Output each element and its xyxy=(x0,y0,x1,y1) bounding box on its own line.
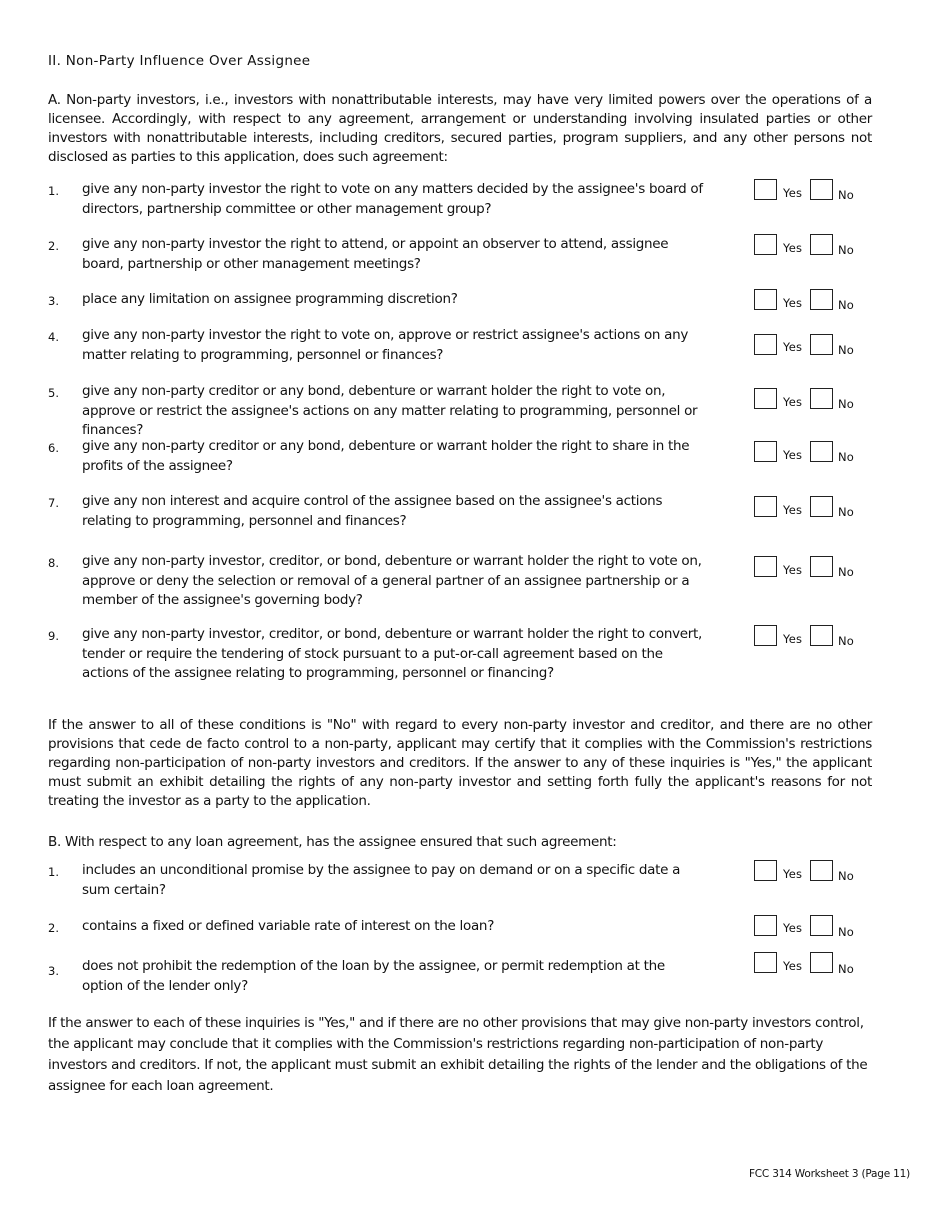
no-label: No xyxy=(838,188,855,202)
question-text: give any non-party investor the right to vote on any matters decided by the assignee's board of directors, partnership committee or other management group? xyxy=(82,181,703,217)
part-b-q2-answer xyxy=(754,915,874,939)
yes-label: Yes xyxy=(783,241,803,255)
question-number: 7. xyxy=(48,496,59,510)
question-text: give any non-party investor, creditor, or bond, debenture or warrant holder the right to vote on, approve or deny the selection or removal of a general partner of an assignee partnership or a member of the assignee's governing body? xyxy=(82,553,702,608)
question-text: give any non-party investor the right to vote on, approve or restrict assignee's actions on any matter relating to programming, personnel or finances? xyxy=(82,327,689,363)
no-label: No xyxy=(838,505,855,519)
no-checkbox[interactable] xyxy=(810,441,833,462)
question-text: give any non-party creditor or any bond, debenture or warrant holder the right to vote on, approve or restrict the assignee's actions on any matter relating to programming, personnel or finances? xyxy=(82,383,698,438)
question-number: 2. xyxy=(48,239,59,253)
yes-checkbox[interactable] xyxy=(754,952,777,973)
no-label: No xyxy=(838,925,855,939)
no-label: No xyxy=(838,298,855,312)
yes-checkbox[interactable] xyxy=(754,388,777,409)
yes-checkbox[interactable] xyxy=(754,556,777,577)
yes-checkbox[interactable] xyxy=(754,234,777,255)
question-text: includes an unconditional promise by the assignee to pay on demand or on a specific date a sum certain? xyxy=(82,862,681,898)
question-text: does not prohibit the redemption of the loan by the assignee, or permit redemption at the option of the lender only? xyxy=(82,958,665,994)
question-number: 1. xyxy=(48,865,59,879)
no-label: No xyxy=(838,869,855,883)
question-number: 4. xyxy=(48,330,59,344)
part-a-q4-answer xyxy=(754,334,874,358)
yes-label: Yes xyxy=(783,921,803,935)
no-checkbox[interactable] xyxy=(810,496,833,517)
question-number: 5. xyxy=(48,386,59,400)
page-footer: FCC 314 Worksheet 3 (Page 11) xyxy=(748,1168,910,1180)
no-label: No xyxy=(838,565,855,579)
question-number: 8. xyxy=(48,556,59,570)
question-text: give any non-party investor, creditor, or bond, debenture or warrant holder the right to convert, tender or require the tendering of stock pursuant to a put-or-call agreement based on the actions of the assignee relating to programming, personnel or financing? xyxy=(82,626,703,681)
part-a-q6-answer xyxy=(754,441,874,465)
no-checkbox[interactable] xyxy=(810,625,833,646)
yes-checkbox[interactable] xyxy=(754,496,777,517)
question-text: give any non interest and acquire control of the assignee based on the assignee's actions relating to programming, personnel and finances? xyxy=(82,493,663,529)
part-a-q2-answer xyxy=(754,234,874,258)
part-a-q3-answer xyxy=(754,289,874,313)
yes-label: Yes xyxy=(783,340,803,354)
question-text: give any non-party creditor or any bond, debenture or warrant holder the right to share in the profits of the assignee? xyxy=(82,438,690,474)
question-text: give any non-party investor the right to attend, or appoint an observer to attend, assignee board, partnership or other management meetings? xyxy=(82,236,669,272)
yes-label: Yes xyxy=(783,448,803,462)
yes-label: Yes xyxy=(783,867,803,881)
no-checkbox[interactable] xyxy=(810,234,833,255)
no-checkbox[interactable] xyxy=(810,334,833,355)
section-title: II. Non-Party Influence Over Assignee xyxy=(48,53,311,69)
question-number: 6. xyxy=(48,441,59,455)
no-label: No xyxy=(838,243,855,257)
question-text: place any limitation on assignee programming discretion? xyxy=(82,291,458,307)
yes-label: Yes xyxy=(783,296,803,310)
part-a-q7-answer xyxy=(754,496,874,520)
part-a-q8-answer xyxy=(754,556,874,580)
part-b-intro: B. With respect to any loan agreement, has the assignee ensured that such agreement: xyxy=(48,834,617,850)
question-number: 3. xyxy=(48,294,59,308)
no-checkbox[interactable] xyxy=(810,915,833,936)
yes-label: Yes xyxy=(783,959,803,973)
question-number: 3. xyxy=(48,964,59,978)
yes-checkbox[interactable] xyxy=(754,625,777,646)
no-label: No xyxy=(838,397,855,411)
no-checkbox[interactable] xyxy=(810,179,833,200)
yes-checkbox[interactable] xyxy=(754,441,777,462)
yes-label: Yes xyxy=(783,503,803,517)
no-checkbox[interactable] xyxy=(810,860,833,881)
question-number: 1. xyxy=(48,184,59,198)
no-label: No xyxy=(838,450,855,464)
yes-label: Yes xyxy=(783,563,803,577)
yes-label: Yes xyxy=(783,632,803,646)
yes-label: Yes xyxy=(783,186,803,200)
part-b-q1-answer xyxy=(754,860,874,884)
question-text: contains a fixed or defined variable rate of interest on the loan? xyxy=(82,918,495,934)
part-a-q1-answer xyxy=(754,179,874,203)
part-a-intro: A. Non-party investors, i.e., investors with nonattributable interests, may have very limited powers over the operations of a licensee. Accordingly, with respect to any agreement, arrangement or understanding involving insulated parties or other investors with nonattributable interests, including creditors, secured parties, program suppliers, and any other persons not disclosed as parties to this application, does such agreement: xyxy=(48,92,872,165)
part-a-q5-answer xyxy=(754,388,874,412)
question-number: 2. xyxy=(48,921,59,935)
no-label: No xyxy=(838,634,855,648)
no-checkbox[interactable] xyxy=(810,289,833,310)
no-label: No xyxy=(838,962,855,976)
yes-checkbox[interactable] xyxy=(754,179,777,200)
yes-label: Yes xyxy=(783,395,803,409)
yes-checkbox[interactable] xyxy=(754,860,777,881)
no-checkbox[interactable] xyxy=(810,388,833,409)
no-checkbox[interactable] xyxy=(810,556,833,577)
question-number: 9. xyxy=(48,629,59,643)
yes-checkbox[interactable] xyxy=(754,915,777,936)
part-a-conclusion: If the answer to all of these conditions is "No" with regard to every non-party investor and creditor, and there are no other provisions that cede de facto control to a non-party, applicant may certify that it complies with the Commission's restrictions regarding non-participation of non-party investors and creditors. If the answer to any of these inquiries is "Yes," the applicant must submit an exhibit detailing the rights of any non-party investor and setting forth fully the applicant's reasons for not treating the investor as a party to the application. xyxy=(48,717,872,809)
no-label: No xyxy=(838,343,855,357)
part-a-q9-answer xyxy=(754,625,874,649)
no-checkbox[interactable] xyxy=(810,952,833,973)
part-b-q3-answer xyxy=(754,952,874,976)
yes-checkbox[interactable] xyxy=(754,334,777,355)
part-b-conclusion: If the answer to each of these inquiries is "Yes," and if there are no other provisions that may give non-party investors control, the applicant may conclude that it complies with the Commission's restrictions regarding non-participation of non-party investors and creditors. If not, the applicant must submit an exhibit detailing the rights of the lender and the obligations of the assignee for each loan agreement. xyxy=(48,1015,868,1094)
yes-checkbox[interactable] xyxy=(754,289,777,310)
